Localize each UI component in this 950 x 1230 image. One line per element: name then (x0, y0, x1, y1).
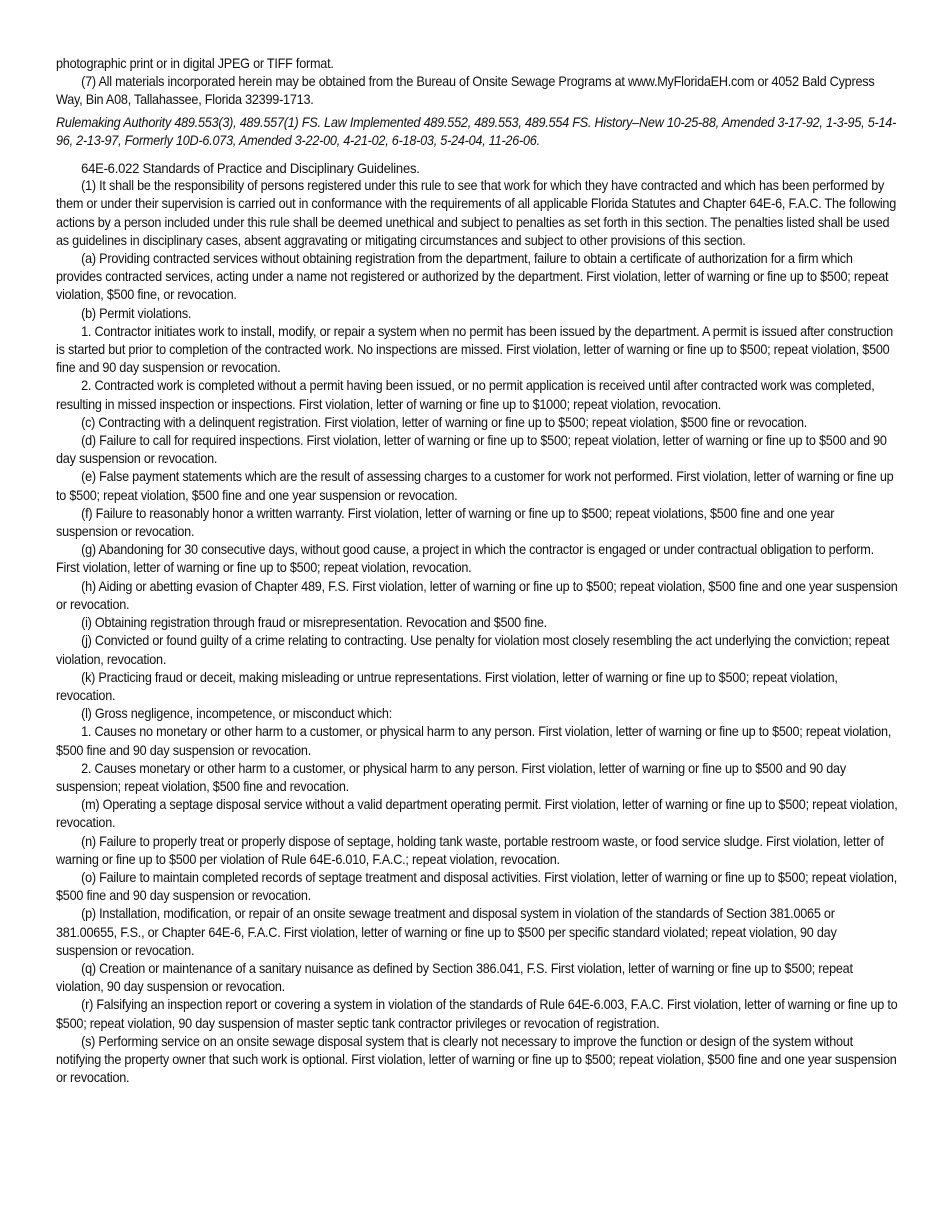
paragraph-b: (b) Permit violations. (81, 305, 192, 321)
paragraph-l: (l) Gross negligence, incompetence, or misconduct which: (81, 706, 393, 722)
paragraph-o: (o) Failure to maintain completed records of septage treatment and disposal activities. First violation, letter of warning or fine up to $500; repeat violation, $500 fine and 90 day suspension or revocation. (56, 869, 898, 904)
paragraph-a: (a) Providing contracted services without obtaining registration from the department, failure to obtain a certificate of authorization for a firm which provides contracted services, acting under a name not registered or authorized by the department. First violation, letter of warning or fine up to $500; repeat violation, $500 fine, or revocation. (56, 251, 889, 303)
paragraph-1: (1) It shall be the responsibility of persons registered under this rule to see that work for which they have contracted and which has been performed by them or under their supervision is carried out in conformance with the requirements of all applicable Florida Statutes and Chapter 64E-6, F.A.C. The following actions by a person included under this rule shall be deemed unethical and subject to penalties as set forth in this section. The penalties listed shall be used as guidelines in disciplinary cases, absent aggravating or mitigating circumstances and subject to other provisions of this section. (56, 178, 897, 248)
paragraph-k: (k) Practicing fraud or deceit, making misleading or untrue representations. First violation, letter of warning or fine up to $500; repeat violation, revocation. (56, 669, 838, 703)
paragraph-i: (i) Obtaining registration through fraud or misrepresentation. Revocation and $500 fine. (81, 615, 547, 631)
paragraph-n: (n) Failure to properly treat or properly dispose of septage, holding tank waste, portable restroom waste, or food service sludge. First violation, letter of warning or fine up to $500 per violation of Rule 64E-6.010, F.A.C.; repeat violation, revocation. (56, 833, 884, 867)
paragraph-l-1: 1. Causes no monetary or other harm to a customer, or physical harm to any person. First violation, letter of warning or fine up to $500; repeat violation, $500 fine and 90 day suspension or revocation. (56, 724, 892, 758)
paragraph-b-2: 2. Contracted work is completed without a permit having been issued, or no permit application is received until after contracted work was completed, resulting in missed inspection or inspections. First violation, letter of warning or fine up to $1000; repeat violation, revocation. (56, 378, 875, 412)
paragraph-l-2: 2. Causes monetary or other harm to a customer, or physical harm to any person. First violation, letter of warning or fine up to $500 and 90 day suspension; repeat violation, $500 fine and revocation. (56, 760, 846, 794)
paragraph-c: (c) Contracting with a delinquent registration. First violation, letter of warning or fine up to $500; repeat violation, $500 fine or revocation. (81, 414, 808, 430)
paragraph-m: (m) Operating a septage disposal service without a valid department operating permit. First violation, letter of warning or fine up to $500; repeat violation, revocation. (56, 797, 898, 831)
paragraph-f: (f) Failure to reasonably honor a written warranty. First violation, letter of warning or fine up to $500; repeat violations, $500 fine and one year suspension or revocation. (56, 505, 835, 540)
paragraph-b-1: 1. Contractor initiates work to install, modify, or repair a system when no permit has been issued by the department. A permit is issued after construction is started but prior to completion of the contracted work. No inspections are missed. First violation, letter of warning or fine up to $500; repeat violation, $500 fine and 90 day suspension or revocation. (56, 323, 893, 376)
paragraph-j: (j) Convicted or found guilty of a crime relating to contracting. Use penalty for violation most closely resembling the act underlying the conviction; repeat violation, revocation. (56, 633, 890, 667)
paragraph-g: (g) Abandoning for 30 consecutive days, without good cause, a project in which the contractor is engaged or under contractual obligation to perform. First violation, letter of warning or fine up to $500; repeat violation, revocation. (56, 542, 874, 576)
document-page (56, 55, 898, 1087)
rule-title: 64E-6.022 Standards of Practice and Disciplinary Guidelines. (81, 160, 420, 177)
paragraph-r: (r) Falsifying an inspection report or covering a system in violation of the standards of Rule 64E-6.003, F.A.C. First violation, letter of warning or fine up to $500; repeat violation, 90 day suspension of master septic tank contractor privileges or revocation of registration. (56, 997, 898, 1031)
paragraph-s: (s) Performing service on an onsite sewage disposal system that is clearly not necessary to improve the function or design of the system without notifying the property owner that such work is optional. First violation, letter of warning or fine up to $500; repeat violation, $500 fine and one year suspension or revocation. (56, 1033, 897, 1086)
paragraph-e: (e) False payment statements which are the result of assessing charges to a customer for work not performed. First violation, letter of warning or fine up to $500; repeat violation, $500 fine and one year suspension or revocation. (56, 469, 894, 503)
paragraph-q: (q) Creation or maintenance of a sanitary nuisance as defined by Section 386.041, F.S. First violation, letter of warning or fine up to $500; repeat violation, 90 day suspension or revocation. (56, 960, 853, 995)
paragraph-h: (h) Aiding or abetting evasion of Chapter 489, F.S. First violation, letter of warning or fine up to $500; repeat violation, $500 fine and one year suspension or revocation. (56, 578, 898, 612)
rule-history-note: Rulemaking Authority 489.553(3), 489.557(1) FS. Law Implemented 489.552, 489.553, 489.554 FS. History–New 10-25-88, Amended 3-17-92, 1-3-95, 5-14-96, 2-13-97, Formerly 10D-6.073, Amended 3-22-00, 4-21-02, 6-18-03, 5-24-04, 11-26-06. (56, 114, 897, 148)
paragraph-p: (p) Installation, modification, or repair of an onsite sewage treatment and disposal system in violation of the standards of Section 381.0065 or 381.00655, F.S., or Chapter 64E-6, F.A.C. First violation, letter of warning or fine up to $500 per specific standard violated; repeat violation, 90 day suspension or revocation. (56, 906, 837, 958)
continuation-line: photographic print or in digital JPEG or TIFF format. (56, 56, 334, 71)
paragraph-d: (d) Failure to call for required inspections. First violation, letter of warning or fine up to $500; repeat violation, letter of warning or fine up to $500 and 90 day suspension or revocation. (56, 433, 887, 467)
paragraph-7: (7) All materials incorporated herein may be obtained from the Bureau of Onsite Sewage Programs at www.MyFloridaEH.com or 4052 Bald Cypress Way, Bin A08, Tallahassee, Florida 32399-1713. (56, 74, 875, 108)
